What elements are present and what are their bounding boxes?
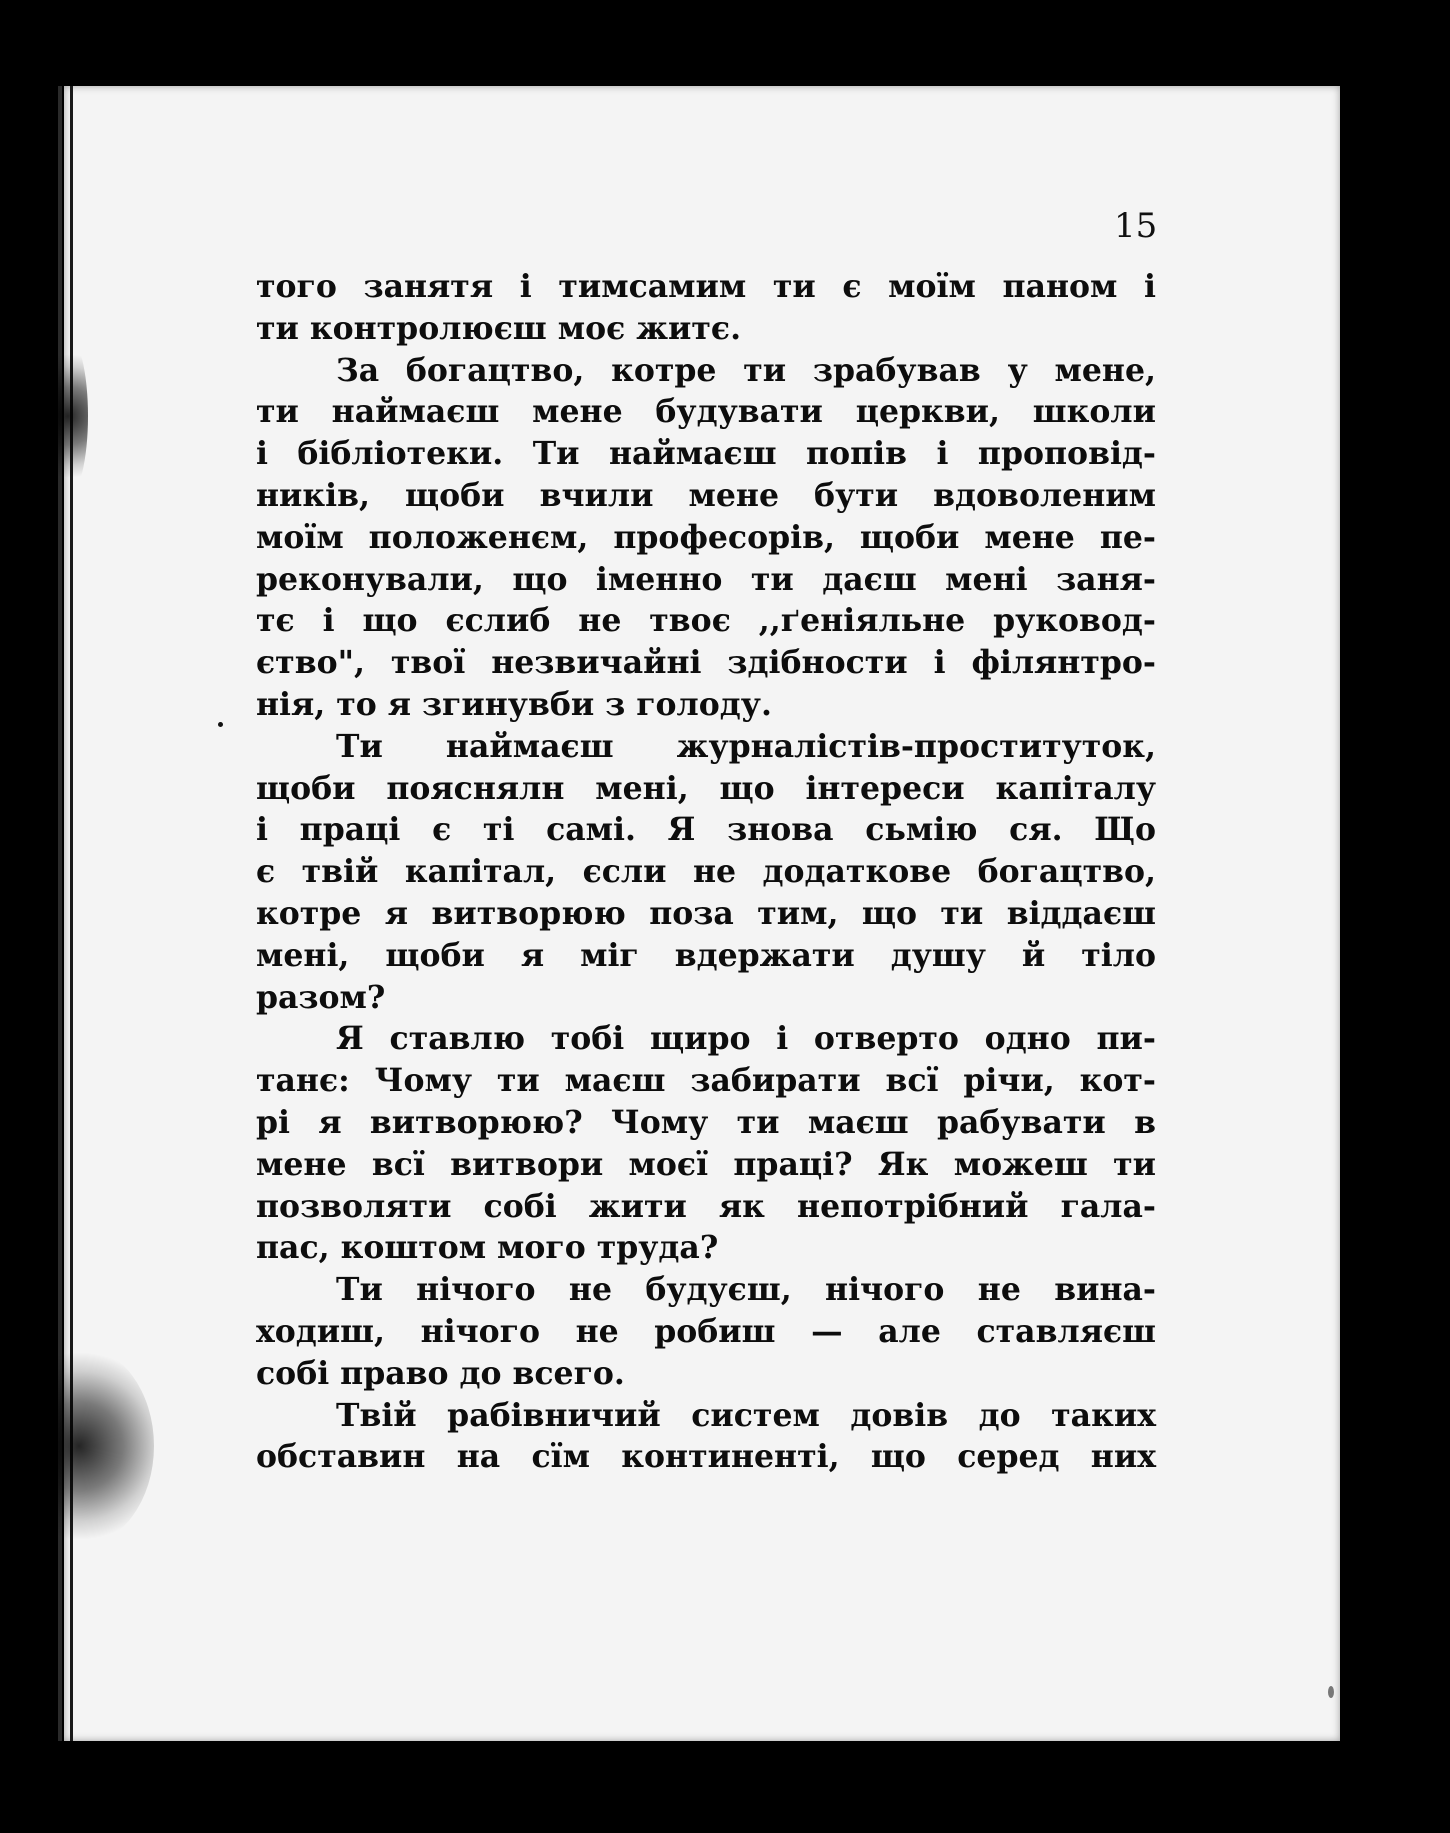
text-line: танє: Чому ти маєш забирати всї річи, кот- — [256, 1062, 1156, 1100]
ink-speck — [218, 722, 223, 727]
text-line: нія, то я згинувби з голоду. — [256, 685, 772, 723]
text-line: собі право до всего. — [256, 1354, 625, 1392]
text-line: Я ставлю тобі щиро і отверто одно пи- — [336, 1020, 1156, 1058]
text-line: реконували, що іменно ти даєш мені заня- — [256, 560, 1156, 598]
text-line: єтво", твої незвичайні здібности і філянтро- — [256, 644, 1156, 682]
text-line: котре я витворюю поза тим, що ти віддаєш — [256, 894, 1156, 932]
text-line: разом? — [256, 978, 386, 1016]
ink-blot-bottom — [4, 1346, 154, 1546]
ink-speck — [1328, 1686, 1334, 1698]
text-line: ти наймаєш мене будувати церкви, школи — [256, 393, 1156, 431]
body-text — [256, 266, 1156, 1478]
text-line: ходиш, нічого не робиш — але ставляєш — [256, 1312, 1156, 1350]
text-line: щоби пояснялн мені, що інтереси капіталу — [256, 769, 1156, 807]
text-line: Ти нічого не будуєш, нічого не вина- — [336, 1271, 1156, 1309]
ink-blot-top — [48, 336, 88, 496]
text-line: тє і що єслиб не твоє ,,ґеніяльне руковод- — [256, 602, 1156, 640]
text-line: обставин на сїм континенті, що серед них — [256, 1438, 1156, 1476]
text-line: і праці є ті самі. Я знова сьмію ся. Що — [256, 811, 1156, 849]
text-line: є твій капітал, єсли не додаткове богацтво, — [256, 853, 1156, 891]
text-line: рі я витворюю? Чому ти маєш рабувати в — [256, 1103, 1156, 1141]
text-line: мене всї витвори моєї праці? Як можеш ти — [256, 1145, 1156, 1183]
page-number: 15 — [1114, 206, 1158, 246]
text-line: За богацтво, котре ти зрабував у мене, — [336, 351, 1156, 389]
text-line: пас, коштом мого труда? — [256, 1229, 719, 1267]
text-line: ників, щоби вчили мене бути вдоволеним — [256, 476, 1156, 514]
text-line: і бібліотеки. Ти наймаєш попів і проповід- — [256, 435, 1156, 473]
scanned-page — [64, 86, 1340, 1741]
text-line: Ти наймаєш журналістів-проститутoк, — [336, 727, 1156, 765]
text-line: позволяти собі жити як непотрібний гала- — [256, 1187, 1156, 1225]
text-line: ти контролюєш моє житє. — [256, 309, 742, 347]
text-line: мені, щоби я міг вдержати душу й тіло — [256, 936, 1156, 974]
text-line: того занятя і тимсамим ти є моїм паном і — [256, 268, 1156, 305]
text-line: Твій рабівничий систем довів до таких — [336, 1396, 1156, 1434]
text-line: моїм положенєм, професорів, щоби мене пе- — [256, 518, 1156, 556]
